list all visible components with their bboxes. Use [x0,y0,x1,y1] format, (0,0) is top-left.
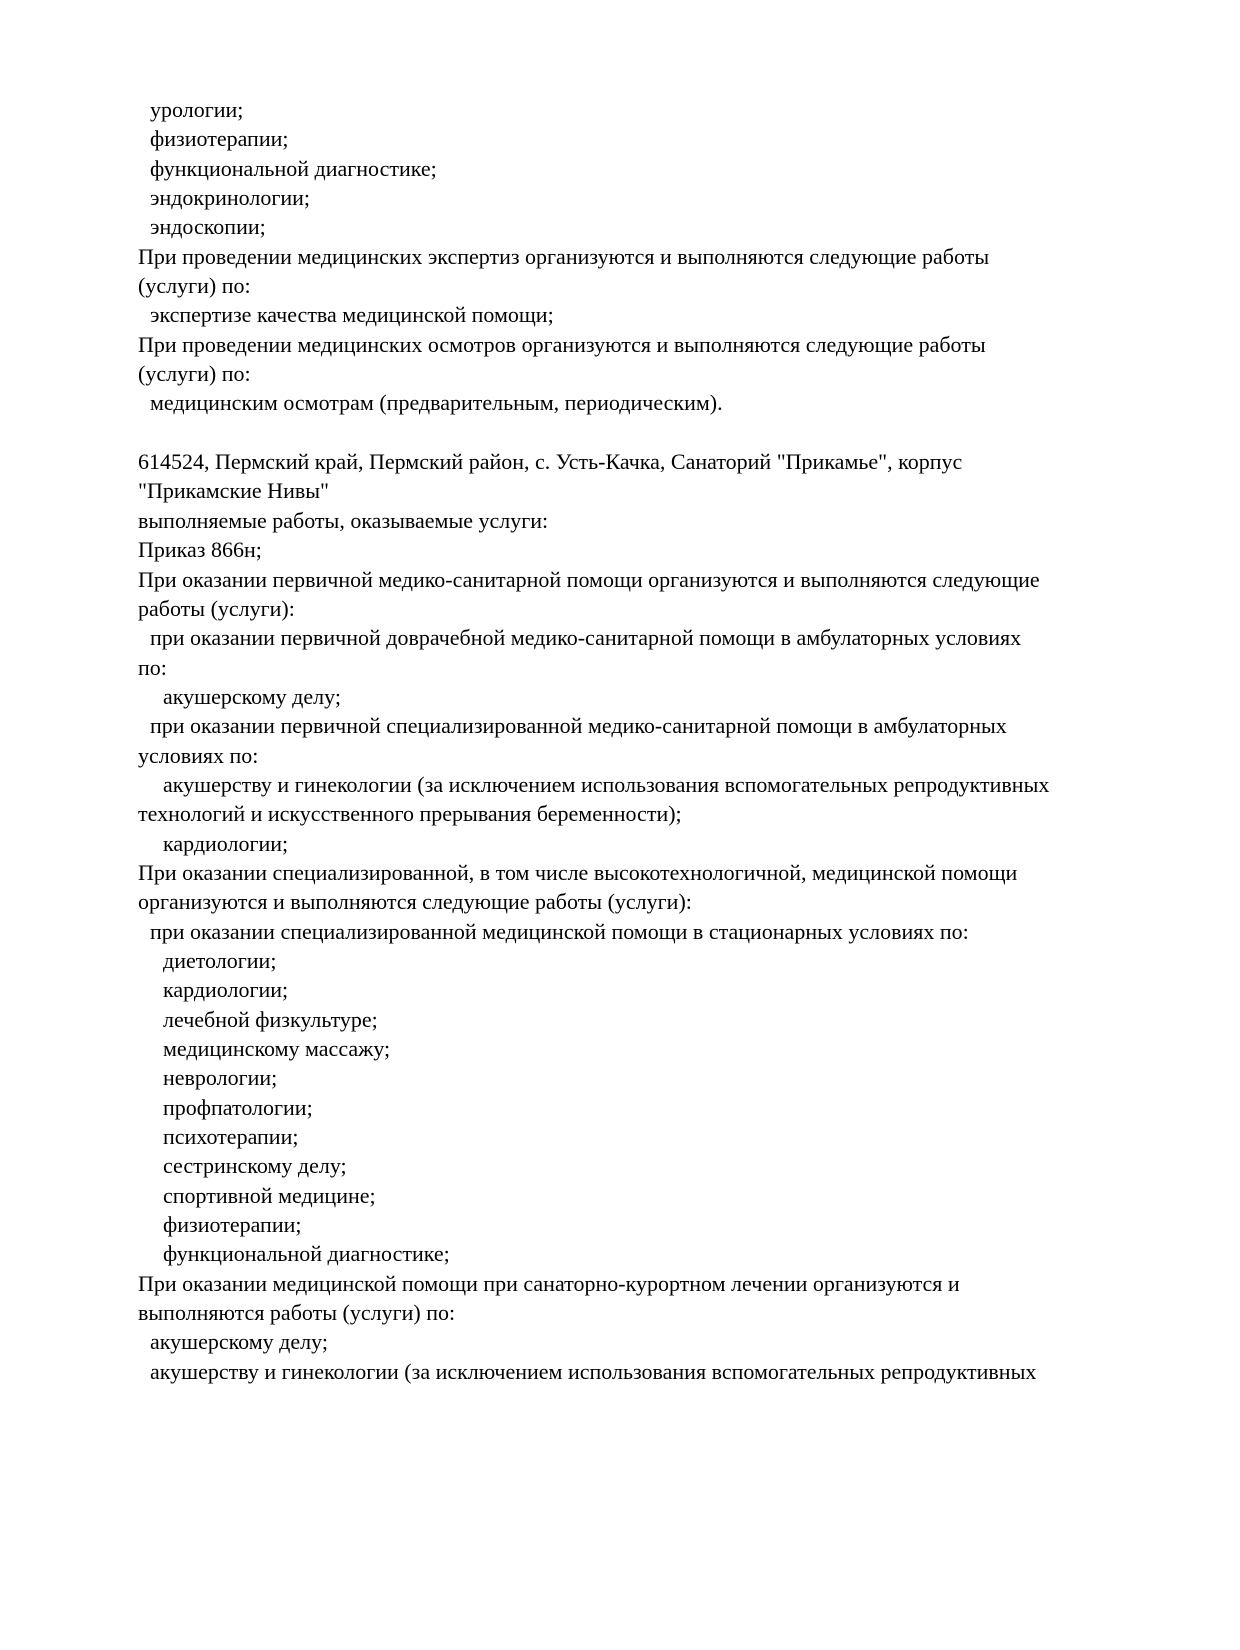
text-line: выполняются работы (услуги) по: [138,1300,456,1326]
text-line [138,418,1150,447]
text-line: акушерскому делу; [150,1329,328,1355]
text-line: акушерству и гинекологии (за исключением использования вспомогательных репродуктивных [163,771,1050,797]
text-line: кардиологии; [163,830,289,856]
text-line: при оказании специализированной медицинской помощи в стационарных условиях по: [150,918,969,944]
text-line: При оказании медицинской помощи при санаторно-курортном лечении организуются и [138,1270,960,1296]
text-line: работы (услуги): [138,595,295,621]
text-line: условиях по: [138,742,259,768]
text-line: кардиологии; [163,977,289,1003]
text-line: экспертизе качества медицинской помощи; [150,302,554,328]
text-line: психотерапии; [163,1124,299,1150]
text-line: диетологии; [163,947,277,973]
text-line: эндокринологии; [150,185,311,211]
text-line: "Прикамские Нивы" [138,478,329,504]
document-content [138,95,1150,1386]
text-line: медицинскому массажу; [163,1036,391,1061]
text-line: при оказании первичной специализированной медико-санитарной помощи в амбулаторных [150,713,1007,739]
text-line: эндоскопии; [150,214,266,240]
text-line: Приказ 866н; [138,537,262,563]
text-line: организуются и выполняются следующие работы (услуги): [138,889,692,915]
text-line: функциональной диагностике; [163,1241,450,1267]
text-line: физиотерапии; [163,1212,302,1238]
text-line: При проведении медицинских осмотров организуются и выполняются следующие работы [138,331,986,357]
text-line: При оказании специализированной, в том числе высокотехнологичной, медицинской помощи [138,859,1018,885]
text-line: выполняемые работы, оказываемые услуги: [138,507,549,533]
text-line: технологий и искусственного прерывания беременности); [138,801,682,827]
text-line: акушерскому делу; [163,683,341,709]
text-line: по: [138,654,167,680]
text-line: лечебной физкультуре; [163,1006,378,1032]
text-line: (услуги) по: [138,273,251,299]
text-line: профпатологии; [163,1094,313,1120]
text-line: При проведении медицинских экспертиз организуются и выполняются следующие работы [138,243,990,269]
text-line: сестринскому делу; [163,1153,347,1179]
text-line: (услуги) по: [138,361,251,387]
text-line: физиотерапии; [150,126,289,152]
text-line: При оказании первичной медико-санитарной помощи организуются и выполняются следующие [138,566,1040,592]
text-line: функциональной диагностике; [150,155,437,181]
text-line: 614524, Пермский край, Пермский район, с. Усть-Качка, Санаторий "Прикамье", корпус [138,449,963,475]
text-line: при оказании первичной доврачебной медико-санитарной помощи в амбулаторных условиях [150,625,1022,651]
text-line: неврологии; [163,1065,278,1091]
text-line: медицинским осмотрам (предварительным, периодическим). [150,390,723,416]
text-line: спортивной медицине; [163,1182,376,1208]
text-line: акушерству и гинекологии (за исключением использования вспомогательных репродуктивных [150,1358,1037,1384]
text-line: урологии; [150,97,244,122]
